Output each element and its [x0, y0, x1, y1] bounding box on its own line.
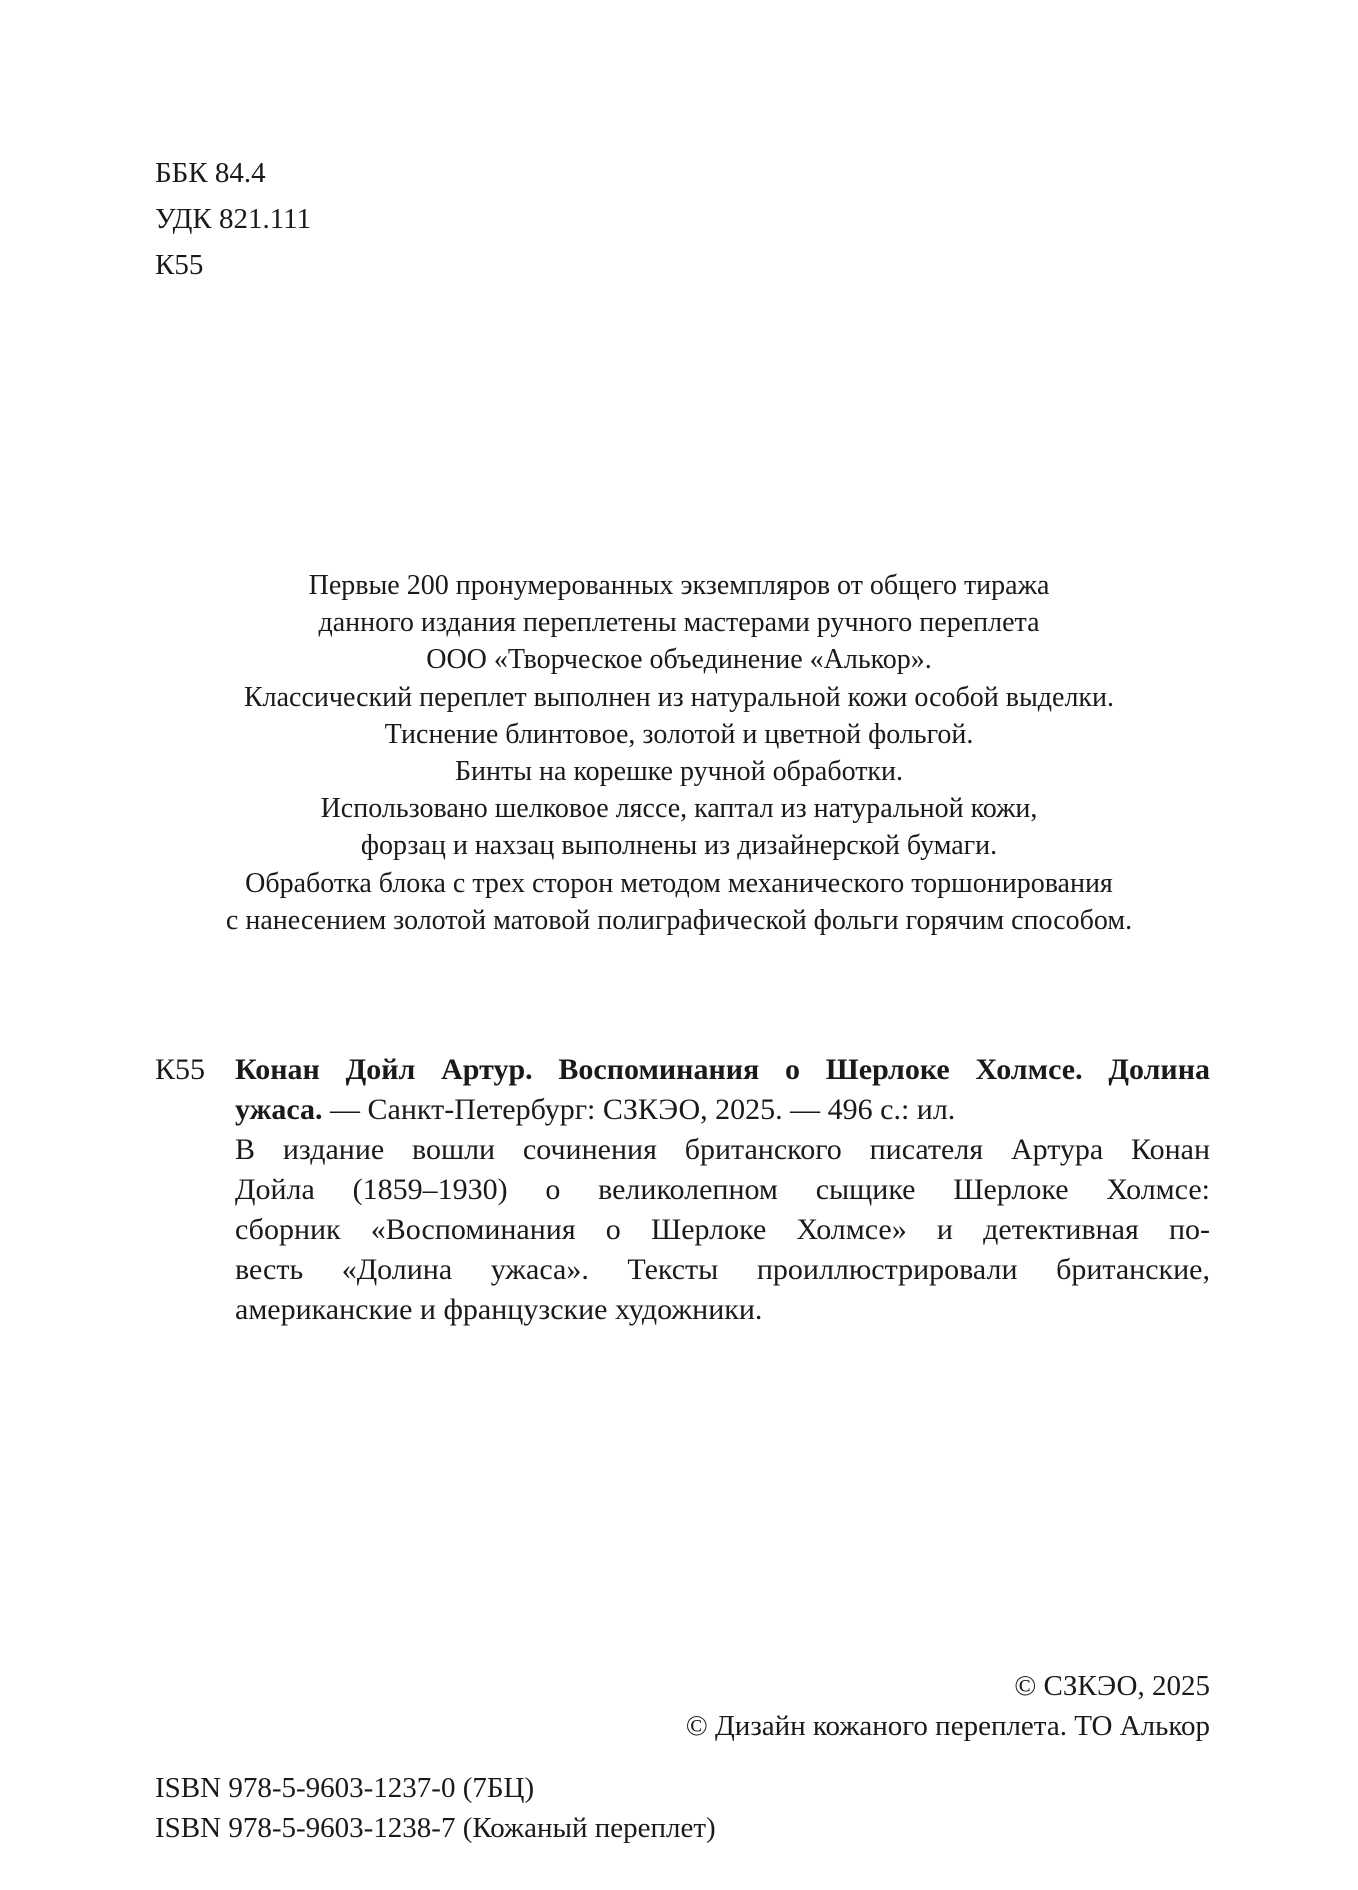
- catalog-title-bold: Конан Дойл Артур. Воспоминания о Шерлоке Холмсе. Долина: [235, 1053, 1210, 1086]
- bbk-code: ББК 84.4: [155, 157, 266, 189]
- annotation-line: В издание вошли сочинения британского писателя Артура Конан: [235, 1133, 1210, 1166]
- catalog-entry-mark: К55: [155, 1053, 206, 1086]
- annotation-line: Дойла (1859–1930) о великолепном сыщике Шерлоке Холмсе:: [235, 1173, 1210, 1206]
- isbn-line: ISBN 978-5-9603-1238-7 (Кожаный переплет): [155, 1812, 716, 1844]
- catalog-title-end: ужаса.: [235, 1093, 323, 1126]
- classification-codes: [155, 150, 311, 288]
- annotation-line: сборник «Воспоминания о Шерлоке Холмсе» и детективная по-: [235, 1213, 1210, 1246]
- edition-note-line: Использовано шелковое ляссе, каптал из натуральной кожи,: [320, 793, 1038, 825]
- author-mark: К55: [155, 249, 204, 281]
- catalog-imprint-line: [235, 1090, 1210, 1130]
- edition-note-line: Бинты на корешке ручной обработки.: [454, 756, 904, 788]
- copyright-block: [686, 1666, 1210, 1746]
- edition-note-line: форзац и нахзац выполнены из дизайнерской бумаги.: [360, 830, 998, 862]
- edition-note-line: с нанесением золотой матовой полиграфической фольги горячим способом.: [225, 904, 1133, 936]
- edition-note-line: Классический переплет выполнен из натуральной кожи особой выделки.: [243, 681, 1115, 713]
- edition-note-line: Обработка блока с трех сторон методом механического торшонирования: [245, 867, 1113, 899]
- annotation-line: американские и французские художники.: [235, 1293, 763, 1326]
- edition-note-line: данного издания переплетены мастерами ручного переплета: [318, 607, 1040, 639]
- edition-note: [0, 567, 1358, 939]
- isbn-block: [155, 1768, 716, 1848]
- catalog-title-line: [235, 1050, 1210, 1090]
- copyright-publisher: © СЗКЭО, 2025: [1014, 1670, 1210, 1702]
- annotation-line: весть «Долина ужаса». Тексты проиллюстрировали британские,: [235, 1253, 1210, 1286]
- catalog-imprint: — Санкт-Петербург: СЗКЭО, 2025. — 496 с.: ил.: [322, 1093, 956, 1126]
- edition-note-line: Первые 200 пронумерованных экземпляров от общего тиража: [308, 570, 1050, 601]
- isbn-line: ISBN 978-5-9603-1237-0 (7БЦ): [155, 1772, 535, 1804]
- edition-note-line: Тиснение блинтовое, золотой и цветной фольгой.: [384, 718, 974, 750]
- copyright-design: © Дизайн кожаного переплета. ТО Алькор: [685, 1710, 1210, 1742]
- udk-code: УДК 821.111: [155, 203, 312, 235]
- catalog-entry-body: [235, 1050, 1210, 1330]
- edition-note-line: ООО «Творческое объединение «Алькор».: [426, 644, 932, 676]
